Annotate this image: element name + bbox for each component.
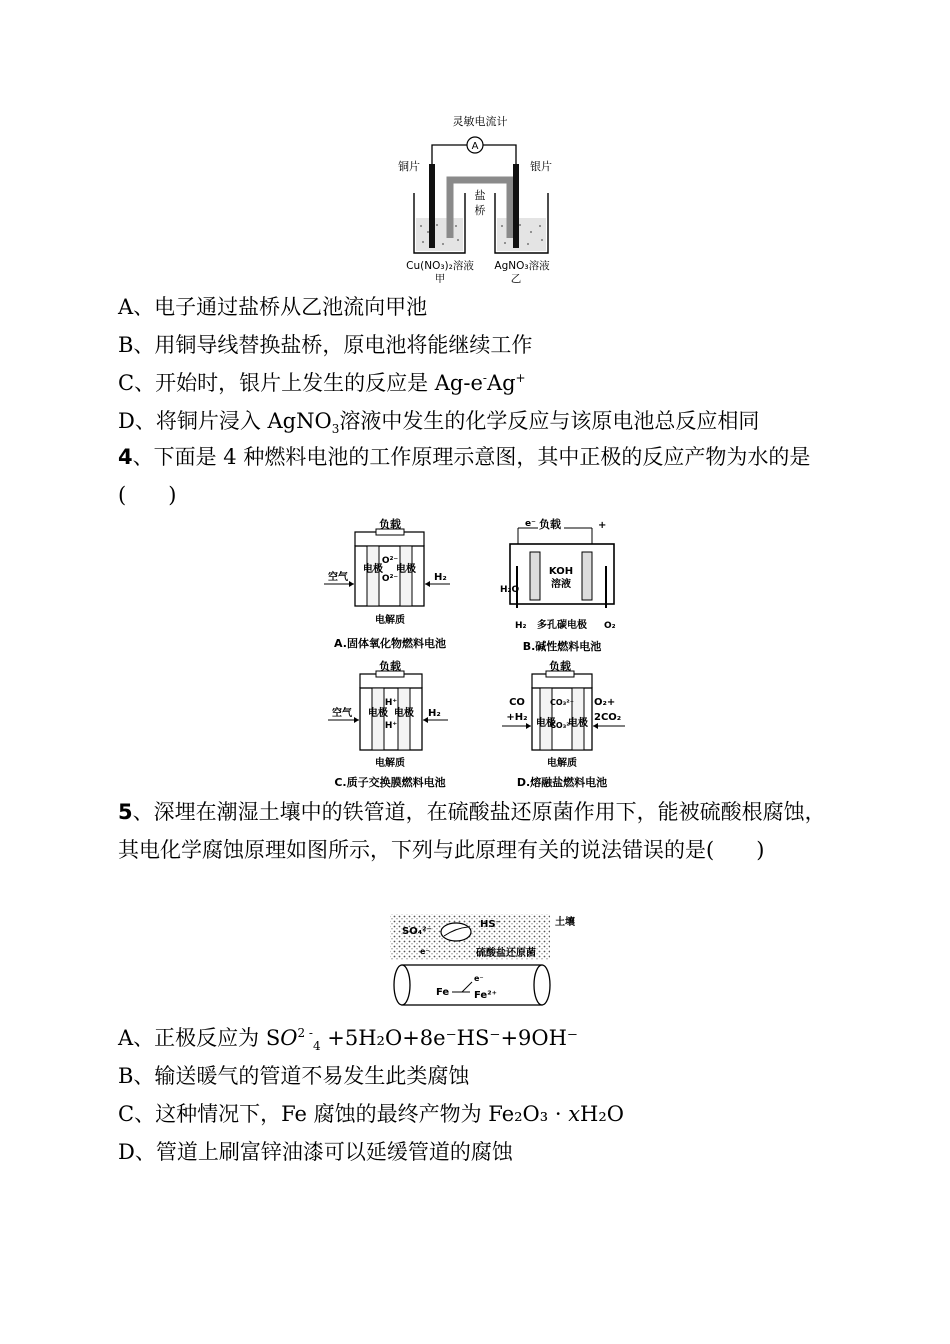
- q5-option-d: D、管道上刷富锌油漆可以延缓管道的腐蚀: [118, 1140, 513, 1164]
- q5-option-a: A、正极反应为 $SO^{2 -}_4 +5H_2O+8e^-HS^-+9OH^-$: [118, 1026, 579, 1054]
- q3-option-c: C、开始时，银片上发生的反应是 Ag-e-Ag+: [118, 371, 526, 395]
- svg-text:负载: 负载: [379, 518, 401, 531]
- svg-text:O₂+: O₂+: [594, 697, 616, 708]
- silver-electrode-label: 银片: [530, 160, 552, 173]
- pipe-corrosion-figure: [388, 910, 578, 1010]
- galvanometer-label: 灵敏电流计: [452, 115, 508, 128]
- svg-text:电解质: 电解质: [375, 758, 405, 769]
- svg-text:B.碱性燃料电池: B.碱性燃料电池: [522, 640, 602, 653]
- electron-label-pipe: e⁻: [474, 974, 484, 983]
- silver-electrode: [513, 164, 519, 248]
- svg-text:O²⁻: O²⁻: [381, 574, 399, 584]
- bacteria-icon: [441, 923, 471, 941]
- svg-text:负载: 负载: [549, 660, 571, 673]
- soil-label: 土壤: [555, 917, 575, 928]
- q5-stem: 5、深埋在潮湿土壤中的铁管道，在硫酸盐还原菌作用下，能被硫酸根腐蚀，其电化学腐蚀原理如图所示，下列与此原理有关的说法错误的是( ): [118, 800, 826, 862]
- fuel-cell-d: [502, 659, 625, 789]
- q3-option-d: D、将铜片浸入 AgNO$_3$溶液中发生的化学反应与该原电池总反应相同: [118, 409, 760, 437]
- svg-text:CO: CO: [509, 697, 525, 708]
- fe2-label: Fe²⁺: [474, 990, 497, 1001]
- svg-text:电极: 电极: [396, 564, 416, 575]
- svg-text:H₂: H₂: [428, 708, 441, 719]
- electron-label-top: e⁻: [420, 947, 430, 956]
- svg-text:负载: 负载: [539, 518, 561, 531]
- svg-text:C.质子交换膜燃料电池: C.质子交换膜燃料电池: [334, 776, 446, 789]
- bacteria-label: 硫酸盐还原菌: [476, 948, 536, 959]
- fuel-cell-c: [328, 659, 448, 789]
- copper-electrode: [429, 164, 435, 248]
- q5-option-c: C、这种情况下，Fe 腐蚀的最终产物为 Fe₂O₃ · xH₂O: [118, 1102, 624, 1126]
- sulfate-label: SO₄²⁻: [402, 926, 432, 937]
- svg-text:KOH: KOH: [548, 566, 574, 577]
- svg-text:e⁻: e⁻: [525, 519, 536, 529]
- svg-text:负载: 负载: [379, 660, 401, 673]
- svg-text:电极: 电极: [363, 564, 383, 575]
- copper-electrode-label: 铜片: [398, 160, 420, 173]
- svg-text:+H₂: +H₂: [506, 712, 528, 723]
- svg-text:电解质: 电解质: [375, 615, 405, 626]
- hs-label: HS⁻: [480, 919, 501, 930]
- galvanic-cell-figure: [390, 108, 570, 283]
- svg-text:电解质: 电解质: [547, 758, 577, 769]
- q3-option-b: B、用铜导线替换盐桥，原电池将能继续工作: [118, 333, 533, 357]
- svg-text:CO₃²⁻: CO₃²⁻: [550, 698, 574, 707]
- fuel-cells-figure: [310, 516, 650, 792]
- svg-text:H⁺: H⁺: [384, 721, 398, 731]
- salt-bridge-label-1: 盐: [474, 189, 486, 202]
- svg-text:O₂: O₂: [604, 621, 616, 631]
- salt-bridge-label-2: 桥: [474, 204, 486, 217]
- ammeter-symbol: A: [471, 141, 479, 152]
- q5-option-b: B、输送暖气的管道不易发生此类腐蚀: [118, 1064, 470, 1088]
- q4-stem: 4、下面是 4 种燃料电池的工作原理示意图，其中正极的反应产物为水的是( ): [118, 445, 811, 507]
- svg-text:空气: 空气: [332, 708, 352, 719]
- q3-option-a: A、电子通过盐桥从乙池流向甲池: [118, 295, 428, 319]
- svg-text:H⁺: H⁺: [384, 698, 398, 708]
- svg-text:A.固体氧化物燃料电池: A.固体氧化物燃料电池: [334, 637, 446, 650]
- svg-text:多孔碳电极: 多孔碳电极: [537, 620, 587, 631]
- svg-text:2CO₂: 2CO₂: [594, 712, 622, 723]
- svg-text:电极: 电极: [568, 718, 588, 729]
- cell-yi-label: 乙: [510, 273, 522, 283]
- svg-text:D.熔融盐燃料电池: D.熔融盐燃料电池: [516, 776, 608, 789]
- svg-text:电极: 电极: [536, 718, 556, 729]
- svg-text:CO₃²⁻: CO₃²⁻: [550, 721, 574, 730]
- svg-text:空气: 空气: [328, 572, 348, 583]
- svg-text:电极: 电极: [394, 708, 414, 719]
- svg-text:电极: 电极: [368, 708, 388, 719]
- fe-label: Fe: [436, 987, 450, 998]
- svg-text:溶液: 溶液: [551, 579, 571, 590]
- fuel-cell-b: [500, 517, 616, 653]
- left-solution-label: Cu(NO₃)₂溶液: [406, 260, 474, 272]
- svg-text:H₂: H₂: [515, 621, 527, 631]
- svg-text:H₂: H₂: [434, 572, 447, 583]
- svg-text:H₂O: H₂O: [500, 585, 520, 595]
- iron-pipe: [402, 965, 542, 1005]
- svg-text:O²⁻: O²⁻: [381, 556, 399, 566]
- right-solution-label: AgNO₃溶液: [494, 260, 550, 272]
- svg-text:+: +: [598, 520, 607, 531]
- fuel-cell-a: [324, 517, 450, 650]
- cell-jia-label: 甲: [434, 273, 446, 283]
